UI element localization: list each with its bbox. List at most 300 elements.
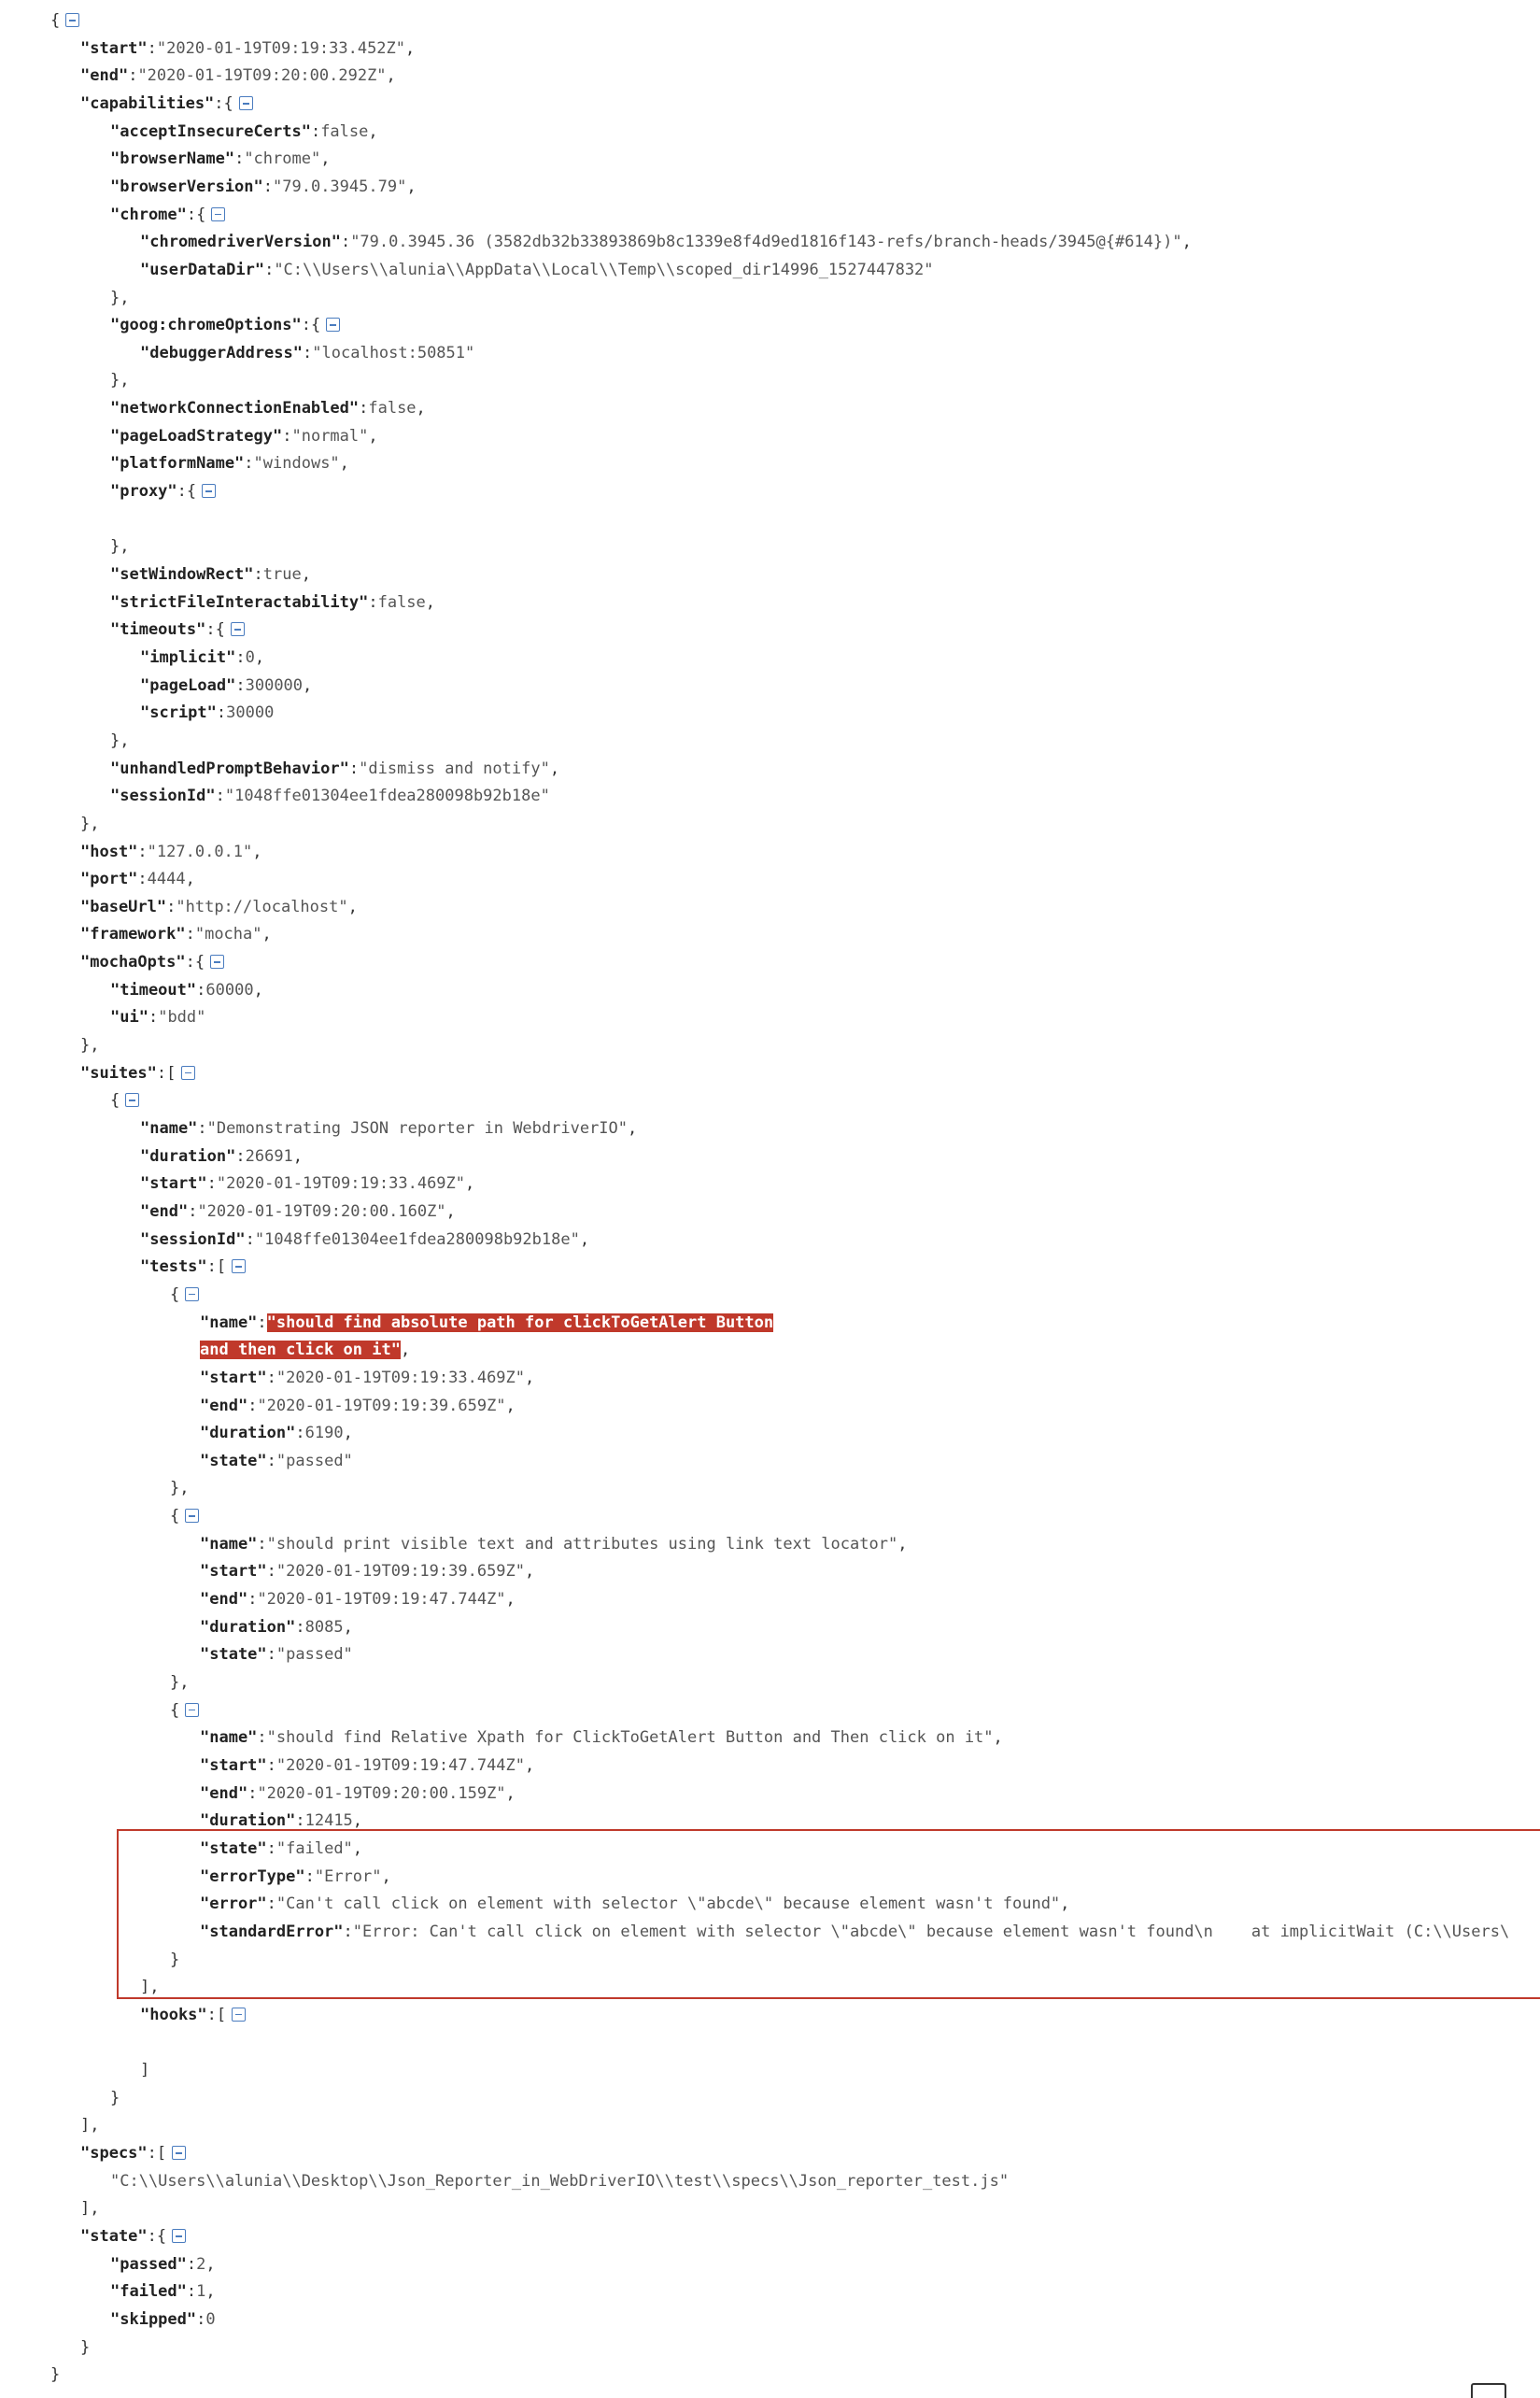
json-punctuation: }, [170,1673,190,1692]
json-line [110,728,129,755]
json-line [200,1724,1003,1752]
json-punctuation: ], [140,1978,160,1997]
json-key: "start" [200,1368,267,1387]
json-line [80,91,253,118]
json-punctuation: : [257,1534,267,1554]
json-string-value: "2020-01-19T09:19:39.659Z" [257,1396,506,1415]
json-key: "script" [140,703,217,723]
json-literal-value: 26691 [245,1146,293,1166]
json-key: "sessionId" [140,1229,246,1249]
json-punctuation: : [196,2309,206,2329]
json-key: "end" [200,1783,248,1803]
collapse-toggle-icon[interactable] [172,2146,186,2160]
json-line [200,1891,1069,1918]
json-key: "state" [200,1645,267,1665]
json-punctuation: , [400,1341,411,1360]
json-line [200,1586,516,1613]
json-key: "acceptInsecureCerts" [110,121,311,141]
json-punctuation: { [50,11,61,30]
json-line [200,1393,516,1420]
json-literal-value: 4444 [147,870,186,889]
json-line [110,312,340,339]
json-punctuation: :[ [206,1257,227,1277]
json-punctuation: : [216,703,227,723]
json-punctuation: : [247,1590,258,1610]
json-line [140,673,312,700]
json-line [200,1641,353,1668]
json-string-value: "C:\\Users\\alunia\\Desktop\\Json_Reporter_in_WebDriverIO\\test\\specs\\Json_reporter_test.js" [110,2171,1010,2191]
json-punctuation: , [343,1424,353,1443]
json-line [80,2195,99,2222]
json-punctuation: , [549,759,560,778]
json-key: "implicit" [140,647,236,667]
json-line [80,949,224,976]
json-line [80,1032,99,1059]
json-line [140,1143,303,1171]
json-punctuation: , [185,870,195,889]
json-line [110,1004,205,1031]
json-punctuation: , [405,38,416,58]
json-line [110,977,263,1004]
collapse-toggle-icon[interactable] [232,1259,246,1273]
json-line [110,395,426,422]
json-line [140,1115,637,1142]
json-line [110,285,129,312]
json-key: "sessionId" [110,787,216,806]
json-line [110,2168,1009,2195]
json-line [80,1060,195,1087]
json-literal-value: 6190 [304,1424,344,1443]
json-punctuation: , [381,1866,391,1886]
json-punctuation: ], [80,2199,100,2219]
json-punctuation: , [416,399,426,419]
json-key: "goog:chromeOptions" [110,316,302,335]
json-punctuation: , [505,1783,516,1803]
json-punctuation: :{ [186,205,206,224]
json-line [80,894,358,921]
json-key: "state" [80,2227,148,2246]
json-punctuation: : [282,426,292,446]
json-punctuation: : [266,1894,276,1914]
json-key: "name" [200,1313,258,1332]
json-key: "errorType" [200,1866,305,1886]
json-punctuation: :{ [205,620,225,640]
json-punctuation: }, [80,1036,100,1056]
json-line [200,1337,410,1364]
json-punctuation: , [347,897,358,916]
json-line [200,1808,362,1835]
json-literal-value: 8085 [304,1617,344,1637]
json-key: "error" [200,1894,267,1914]
json-punctuation: :{ [147,2227,167,2246]
json-punctuation: }, [110,288,130,307]
json-punctuation: , [261,925,272,944]
json-line [200,1836,362,1863]
json-punctuation: : [368,592,378,612]
json-punctuation: : [128,66,138,86]
corner-widget[interactable] [1471,2383,1506,2398]
json-literal-value: 2 [196,2254,206,2274]
json-line [110,478,216,505]
json-line [170,1697,199,1724]
json-key: "specs" [80,2144,148,2164]
collapse-toggle-icon[interactable] [181,1066,195,1080]
json-line [170,1669,189,1696]
json-punctuation: : [266,1451,276,1470]
json-punctuation: , [368,426,378,446]
json-key: "timeout" [110,980,197,1000]
json-punctuation: : [266,1368,276,1387]
json-literal-value: 12415 [304,1811,353,1831]
json-string-value: "2020-01-19T09:20:00.160Z" [197,1201,446,1221]
json-punctuation: , [320,149,331,169]
json-line [140,1199,456,1226]
json-line [110,2251,216,2278]
json-line [110,783,550,810]
json-punctuation: : [295,1811,305,1831]
json-literal-value: 300000 [245,675,304,695]
json-key: "start" [140,1174,207,1194]
json-key: "ui" [110,1008,148,1028]
json-key: "duration" [140,1146,236,1166]
json-string-value: "passed" [276,1645,353,1665]
json-key: "skipped" [110,2309,197,2329]
json-punctuation: , [505,1590,516,1610]
highlighted-text: and then click on it" [200,1341,401,1360]
json-line [80,839,262,866]
json-line [200,1752,534,1780]
json-line [80,2140,186,2167]
json-punctuation: :[ [156,1063,177,1083]
json-line [110,2306,216,2334]
json-punctuation: ], [80,2116,100,2135]
collapse-toggle-icon[interactable] [185,1287,199,1301]
json-line [80,866,195,893]
json-punctuation: , [343,1617,353,1637]
json-punctuation: : [186,2254,197,2274]
json-string-value: "windows" [253,454,340,474]
json-key: "mochaOpts" [80,953,186,972]
json-punctuation: , [252,842,262,861]
json-string-value: "should find Relative Xpath for ClickToGetAlert Button and Then click on it" [266,1728,994,1748]
json-line [80,35,415,63]
json-key: "end" [200,1396,248,1415]
json-key: "pageLoad" [140,675,236,695]
json-punctuation: , [1181,233,1192,252]
json-line [80,811,99,838]
json-line [140,257,934,284]
json-line [170,1475,189,1502]
json-string-value: "2020-01-19T09:20:00.292Z" [137,66,387,86]
json-punctuation: :{ [177,482,197,502]
json-line [110,2085,120,2112]
json-line [140,645,264,672]
json-line [110,589,435,617]
json-punctuation: : [262,177,274,196]
json-line [140,700,274,727]
json-punctuation: : [295,1424,305,1443]
json-key: "setWindowRect" [110,565,254,584]
json-string-value: "chrome" [244,149,321,169]
json-punctuation: :{ [301,316,321,335]
json-line [200,1365,534,1392]
json-punctuation: }, [80,814,100,833]
json-line [80,2112,99,2139]
json-punctuation: , [993,1728,1003,1748]
collapse-toggle-icon[interactable] [65,13,79,27]
json-string-value: "2020-01-19T09:19:33.469Z" [276,1368,526,1387]
json-string-value: "2020-01-19T09:19:33.469Z" [216,1174,466,1194]
json-string-value: "dismiss and notify" [359,759,550,778]
json-punctuation: , [505,1396,516,1415]
json-punctuation: { [170,1284,180,1304]
json-punctuation: :[ [147,2144,167,2164]
json-key: "duration" [200,1617,296,1637]
collapse-toggle-icon[interactable] [202,484,216,498]
json-punctuation: , [292,1146,304,1166]
json-punctuation: : [295,1617,305,1637]
json-punctuation: : [186,2282,197,2302]
json-key: "chrome" [110,205,187,224]
json-punctuation: , [465,1174,475,1194]
collapse-toggle-icon[interactable] [125,1093,139,1107]
json-line [110,617,245,644]
json-punctuation: , [205,2254,216,2274]
json-punctuation: : [266,1562,276,1582]
json-string-value: "2020-01-19T09:19:33.452Z" [156,38,406,58]
json-punctuation: : [253,565,263,584]
json-punctuation: : [137,842,148,861]
json-key: "host" [80,842,138,861]
json-key: "unhandledPromptBehavior" [110,759,349,778]
collapse-toggle-icon[interactable] [326,318,340,332]
json-line [140,1974,159,2001]
json-key: "state" [200,1451,267,1470]
json-punctuation: : [266,1838,276,1858]
json-string-value: "2020-01-19T09:19:39.659Z" [276,1562,526,1582]
json-punctuation: , [525,1562,535,1582]
json-string-value: "should print visible text and attributes using link text locator" [266,1534,898,1554]
json-punctuation: : [137,870,148,889]
json-key: "failed" [110,2282,187,2302]
collapse-toggle-icon[interactable] [172,2229,186,2243]
json-line [140,340,474,367]
json-punctuation: : [303,343,313,362]
json-punctuation: : [257,1728,267,1748]
json-punctuation: ] [140,2061,150,2080]
json-line [110,367,129,394]
json-line [110,756,559,783]
collapse-toggle-icon[interactable] [231,622,245,636]
json-key: "start" [200,1562,267,1582]
json-punctuation: : [266,1645,276,1665]
json-key: "userDataDir" [140,260,265,279]
json-string-value: "79.0.3945.36 (3582db32b33893869b8c1339e8f4d9ed1816f143-refs/branch-heads/3945@{#614})" [350,233,1182,252]
json-line [200,1558,534,1585]
json-key: "browserName" [110,149,235,169]
json-punctuation: :{ [214,93,233,113]
json-literal-value: 60000 [205,980,254,1000]
json-line [80,921,272,948]
json-punctuation: }, [110,371,130,390]
collapse-toggle-icon[interactable] [232,2008,246,2022]
json-punctuation: , [579,1229,590,1249]
json-line [110,533,129,560]
json-key: "pageLoadStrategy" [110,426,283,446]
json-key: "strictFileInteractability" [110,592,369,612]
json-key: "name" [140,1119,198,1138]
json-punctuation: : [310,121,321,141]
json-key: "debuggerAddress" [140,343,303,362]
json-line [200,1864,391,1891]
json-punctuation: : [257,1313,267,1332]
json-punctuation: : [247,1783,258,1803]
json-key: "end" [140,1201,189,1221]
json-key: "platformName" [110,454,245,474]
json-punctuation: : [166,897,177,916]
json-literal-value: true [262,565,302,584]
json-punctuation: }, [110,537,130,557]
json-string-value: "Can't call click on element with selector \"abcde\" because element wasn't found" [276,1894,1061,1914]
json-punctuation: }, [170,1479,190,1498]
json-string-value: "passed" [276,1451,353,1470]
json-punctuation: , [425,592,436,612]
json-punctuation: : [185,925,195,944]
collapse-toggle-icon[interactable] [211,207,225,221]
json-punctuation: , [352,1838,363,1858]
json-line [110,1087,139,1114]
json-key: "browserVersion" [110,177,263,196]
json-key: "chromedriverVersion" [140,233,341,252]
json-punctuation: :[ [206,2005,227,2024]
json-line [200,1448,353,1475]
json-punctuation: , [205,2282,216,2302]
json-punctuation: : [340,233,351,252]
json-string-value: "79.0.3945.79" [273,177,407,196]
json-line [110,174,417,201]
json-line [200,1420,353,1447]
json-punctuation: , [254,647,265,667]
json-string-value: "http://localhost" [176,897,348,916]
json-string-value: "localhost:50851" [312,343,475,362]
json-line [200,1919,1509,1946]
json-punctuation: : [215,787,225,806]
json-key: "duration" [200,1811,296,1831]
json-string-value: "2020-01-19T09:19:47.744Z" [257,1590,506,1610]
json-line [140,2057,149,2084]
json-line [140,2002,246,2029]
json-string-value: "normal" [291,426,369,446]
json-punctuation: , [386,66,396,86]
json-punctuation: }, [110,731,130,750]
json-literal-value: 1 [196,2282,206,2302]
json-string-value: "127.0.0.1" [147,842,253,861]
json-punctuation: , [1060,1894,1070,1914]
json-key: "duration" [200,1424,296,1443]
json-punctuation: , [406,177,417,196]
json-key: "passed" [110,2254,187,2274]
json-punctuation: : [266,1755,276,1775]
json-line [200,1310,773,1337]
json-key: "standardError" [200,1922,344,1941]
json-key: "suites" [80,1063,157,1083]
json-literal-value: false [320,121,369,141]
json-key: "baseUrl" [80,897,167,916]
json-line [50,2362,60,2389]
json-key: "state" [200,1838,267,1858]
json-string-value: "2020-01-19T09:19:47.744Z" [276,1755,526,1775]
json-line [110,119,378,146]
json-key: "timeouts" [110,620,206,640]
json-key: "capabilities" [80,93,215,113]
json-string-value: "C:\\Users\\alunia\\AppData\\Local\\Temp\\scoped_dir14996_1527447832" [274,260,934,279]
json-key: "framework" [80,925,186,944]
json-punctuation: { [110,1091,120,1111]
json-literal-value: false [368,399,417,419]
json-line [140,1254,246,1281]
json-key: "name" [200,1534,258,1554]
json-punctuation: : [235,647,246,667]
json-key: "networkConnectionEnabled" [110,399,360,419]
json-line [110,202,225,229]
json-punctuation: : [235,675,246,695]
json-punctuation: : [147,38,157,58]
json-line [110,423,378,450]
collapse-toggle-icon[interactable] [185,1509,199,1523]
json-line [140,229,1192,256]
highlighted-text: "should find absolute path for clickToGetAlert Button [266,1313,774,1332]
json-punctuation: , [301,565,311,584]
json-line [200,1781,516,1808]
json-string-value: "1048ffe01304ee1fdea280098b92b18e" [224,787,550,806]
json-string-value: "Error: Can't call click on element with selector \"abcde\" because element wasn't found\n at implicitWait (C:\\Users\ [352,1922,1510,1941]
json-literal-value: 0 [205,2309,216,2329]
json-line [80,2334,90,2362]
json-punctuation: : [196,980,206,1000]
json-key: "start" [200,1755,267,1775]
json-key: "hooks" [140,2005,207,2024]
json-literal-value: 0 [245,647,255,667]
json-punctuation: : [359,399,369,419]
json-punctuation: , [525,1755,535,1775]
json-punctuation: { [170,1700,180,1720]
json-key: "tests" [140,1257,207,1277]
json-punctuation: : [348,759,360,778]
json-key: "end" [200,1590,248,1610]
json-punctuation: , [352,1811,363,1831]
json-key: "name" [200,1728,258,1748]
json-punctuation: : [247,1396,258,1415]
json-punctuation: : [188,1201,198,1221]
json-punctuation: { [170,1507,180,1526]
collapse-toggle-icon[interactable] [185,1703,199,1717]
json-line [140,1171,474,1198]
json-line [110,450,349,477]
json-string-value: "mocha" [194,925,262,944]
json-punctuation: : [264,260,275,279]
json-string-value: "2020-01-19T09:20:00.159Z" [257,1783,506,1803]
json-line [50,7,79,35]
json-string-value: "failed" [276,1838,353,1858]
json-line [170,1503,199,1530]
json-line [200,1614,353,1641]
json-line [110,2278,216,2306]
collapse-toggle-icon[interactable] [210,955,224,969]
json-punctuation: } [170,1950,180,1969]
collapse-toggle-icon[interactable] [239,96,253,110]
json-key: "start" [80,38,148,58]
json-punctuation: , [253,980,263,1000]
